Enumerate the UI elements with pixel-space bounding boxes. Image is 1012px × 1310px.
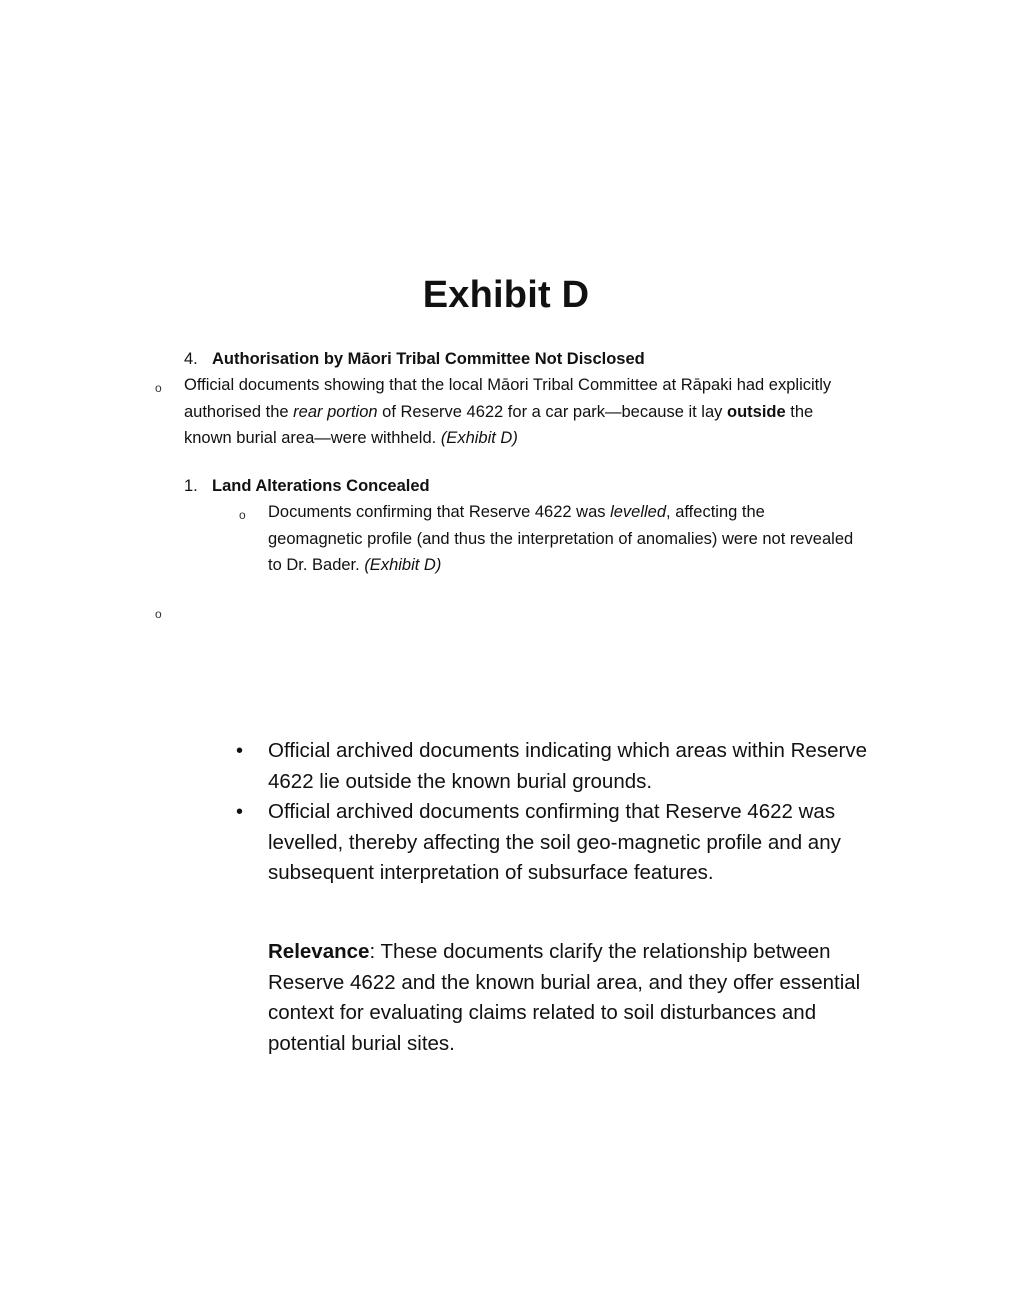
item-4-paragraph: [184, 372, 862, 452]
item-4-strong: outside: [727, 402, 786, 421]
item-1-text-1: Documents confirming that Reserve 4622 was: [268, 503, 611, 521]
item-1-heading: Land Alterations Concealed: [212, 477, 430, 495]
relevance-label: Relevance: [268, 940, 370, 963]
item-4-text-2: of Reserve 4622 for a car park—because it lay: [377, 402, 727, 421]
hollow-bullet-marker: o: [239, 508, 246, 522]
item-4-heading-line: [184, 346, 884, 373]
item-1-exhibit-ref: (Exhibit D): [364, 556, 442, 574]
item-4-number: 4.: [184, 350, 198, 368]
item-4-heading: Authorisation by Māori Tribal Committee Not Disclosed: [212, 350, 645, 368]
item-1-emphasis: levelled: [610, 503, 667, 521]
hollow-bullet-marker: o: [155, 381, 162, 395]
item-1-text-2: , affecting the geomagnetic profile (and thus the interpretation of anomalies) were not revealed to Dr. Bader.: [268, 503, 854, 574]
bullet-marker: •: [236, 801, 244, 823]
item-1-paragraph: [268, 499, 858, 579]
item-4-exhibit-ref: (Exhibit D): [440, 429, 518, 447]
item-1-number: 1.: [184, 477, 198, 495]
relevance-text: : These documents clarify the relationship between Reserve 4622 and the known burial area, and they offer essential context for evaluating claims related to soil disturbances and potential burial sites.: [268, 940, 861, 1055]
bullet-item-1: Official archived documents indicating which areas within Reserve 4622 lie outside the known burial grounds.: [268, 739, 867, 793]
item-4-text-1: Official documents showing that the local Māori Tribal Committee at Rāpaki had explicitly authorised the: [184, 376, 832, 421]
item-1-heading-line: [184, 473, 884, 500]
bullet-marker: •: [236, 740, 244, 762]
page-title: Exhibit D: [422, 274, 590, 316]
empty-hollow-bullet-marker: o: [155, 607, 162, 621]
bullet-item-2: Official archived documents confirming that Reserve 4622 was levelled, thereby affecting the soil geo-magnetic profile and any subsequent interpretation of subsurface features.: [268, 800, 841, 884]
item-4-text-3: the known burial area—were withheld.: [184, 402, 814, 447]
item-4-emphasis: rear portion: [293, 402, 378, 421]
relevance-paragraph: [268, 937, 868, 1059]
